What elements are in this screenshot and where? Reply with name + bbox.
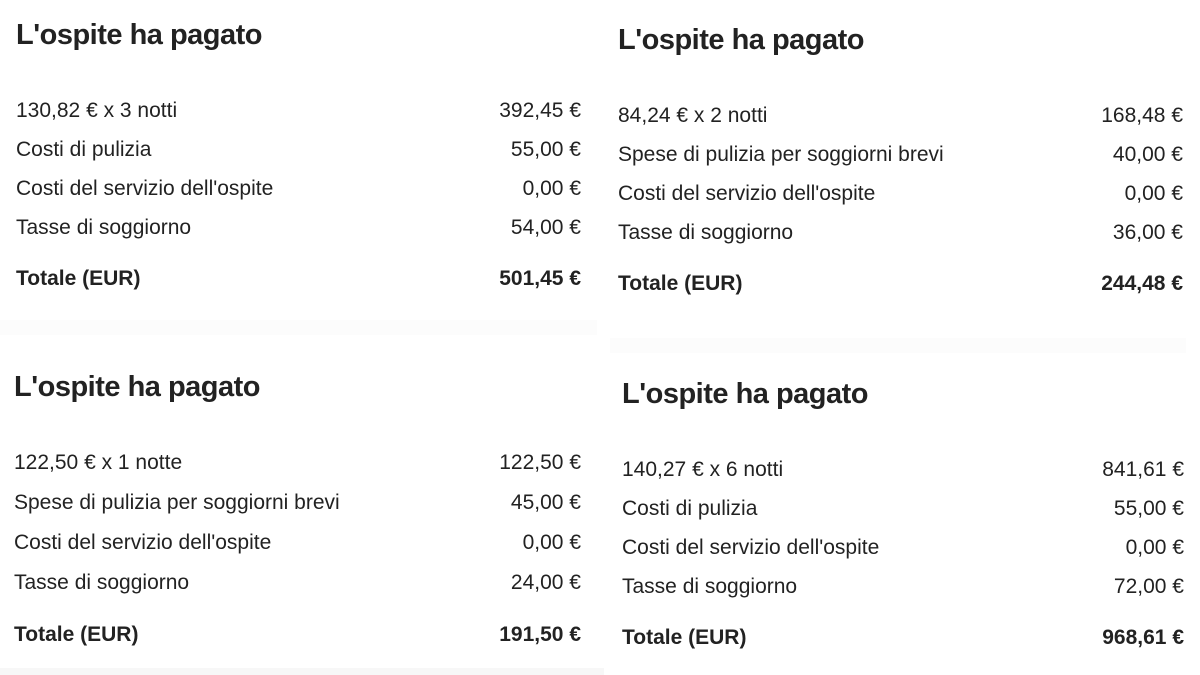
line-item-label: Tasse di soggiorno	[618, 220, 794, 244]
payment-summary-top-right	[618, 22, 1183, 303]
line-items	[16, 91, 581, 247]
total-value: 244,48 €	[1101, 271, 1183, 295]
payment-summary-bottom-right	[622, 376, 1184, 657]
line-item-value: 36,00 €	[1112, 220, 1183, 244]
total-value: 968,61 €	[1102, 625, 1184, 649]
line-item-value: 55,00 €	[1113, 496, 1184, 520]
line-item-label: Tasse di soggiorno	[16, 215, 192, 239]
total-label: Totale (EUR)	[622, 625, 747, 649]
line-item-value: 0,00 €	[522, 176, 581, 200]
total-label: Totale (EUR)	[618, 271, 743, 295]
line-item-value: 0,00 €	[1124, 181, 1183, 205]
line-item-label: Costi di pulizia	[622, 496, 758, 520]
line-item-value: 0,00 €	[1125, 535, 1184, 559]
line-item-label: Costi del servizio dell'ospite	[16, 176, 274, 200]
line-items	[14, 443, 581, 603]
panel-title: L'ospite ha pagato	[622, 378, 869, 410]
line-item-label: Costi del servizio dell'ospite	[14, 531, 272, 554]
line-item-label: Spese di pulizia per soggiorni brevi	[618, 142, 944, 166]
line-item-value: 841,61 €	[1102, 457, 1184, 481]
line-item	[16, 91, 581, 130]
panel-title: L'ospite ha pagato	[14, 371, 261, 403]
line-item	[14, 483, 581, 523]
line-item-label: Costi di pulizia	[16, 137, 152, 161]
line-item	[622, 528, 1184, 567]
payment-summary-top-left	[16, 17, 581, 298]
total-row	[618, 264, 1183, 303]
line-item-value: 0,00 €	[522, 531, 581, 554]
line-item-value: 40,00 €	[1112, 142, 1183, 166]
line-item-value: 122,50 €	[499, 451, 581, 474]
total-row	[16, 259, 581, 298]
line-item-label: Costi del servizio dell'ospite	[622, 535, 880, 559]
total-row	[622, 618, 1184, 657]
total-label: Totale (EUR)	[14, 623, 139, 646]
line-item-value: 54,00 €	[510, 215, 581, 239]
line-items	[622, 450, 1184, 606]
section-divider-left	[0, 320, 597, 335]
total-label: Totale (EUR)	[16, 266, 141, 290]
total-value: 191,50 €	[499, 623, 581, 646]
bottom-edge-divider	[0, 668, 604, 675]
line-item-value: 55,00 €	[510, 137, 581, 161]
section-divider-right	[610, 338, 1186, 353]
line-item-value: 168,48 €	[1101, 103, 1183, 127]
line-items	[618, 96, 1183, 252]
line-item	[16, 208, 581, 247]
line-item-label: Tasse di soggiorno	[14, 571, 190, 594]
line-item	[14, 523, 581, 563]
line-item-label: Spese di pulizia per soggiorni brevi	[14, 491, 340, 514]
line-item	[14, 563, 581, 603]
line-item	[618, 174, 1183, 213]
line-item	[14, 443, 581, 483]
line-item-label: 140,27 € x 6 notti	[622, 457, 784, 481]
line-item-value: 24,00 €	[510, 571, 581, 594]
payment-summary-bottom-left	[14, 369, 581, 655]
total-value: 501,45 €	[499, 266, 581, 290]
line-item-value: 45,00 €	[510, 491, 581, 514]
line-item	[618, 213, 1183, 252]
line-item-label: 130,82 € x 3 notti	[16, 98, 178, 122]
panel-title: L'ospite ha pagato	[618, 24, 865, 56]
line-item-label: Costi del servizio dell'ospite	[618, 181, 876, 205]
line-item	[16, 130, 581, 169]
line-item	[618, 135, 1183, 174]
panel-title: L'ospite ha pagato	[16, 19, 263, 51]
line-item-label: 122,50 € x 1 notte	[14, 451, 183, 474]
line-item-value: 392,45 €	[499, 98, 581, 122]
line-item-label: Tasse di soggiorno	[622, 574, 798, 598]
line-item	[622, 489, 1184, 528]
line-item	[622, 567, 1184, 606]
line-item	[618, 96, 1183, 135]
line-item	[622, 450, 1184, 489]
line-item-value: 72,00 €	[1113, 574, 1184, 598]
line-item	[16, 169, 581, 208]
total-row	[14, 615, 581, 655]
line-item-label: 84,24 € x 2 notti	[618, 103, 768, 127]
